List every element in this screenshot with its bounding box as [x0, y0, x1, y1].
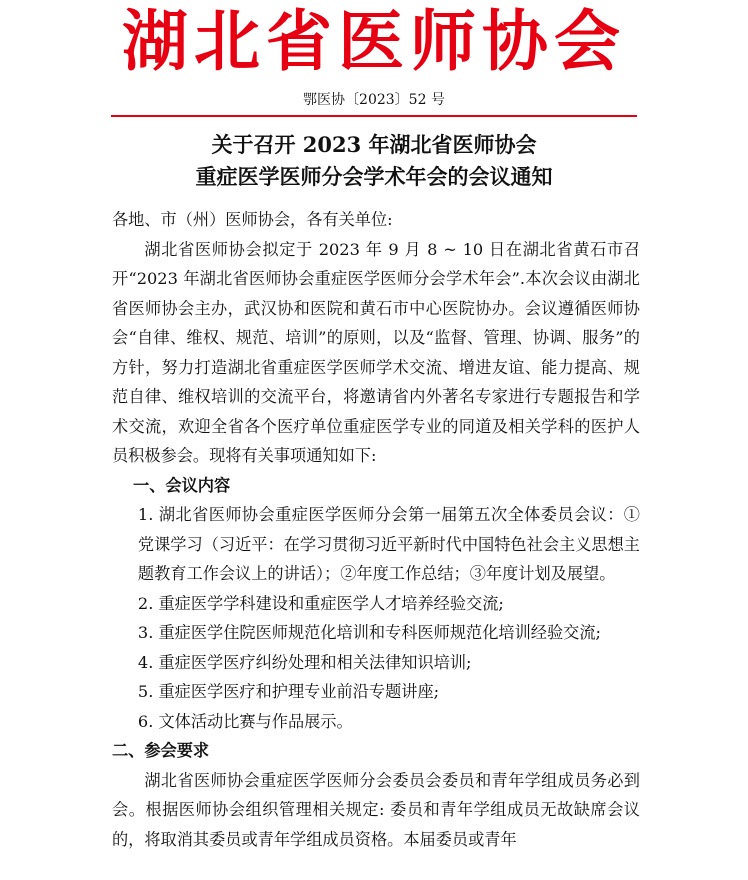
section-1-heading: 一、会议内容 [133, 475, 231, 495]
list-item: 2. 重症医学学科建设和重症医学人才培养经验交流; [137, 593, 504, 613]
red-divider-line [111, 115, 637, 117]
masthead-org-title: 湖北省医师协会 [122, 3, 626, 80]
list-item: 5. 重症医学医疗和护理专业前沿专题讲座; [137, 682, 440, 701]
section-2-paragraph: 湖北省医师协会重症医学医师分会委员会委员和青年学组成员务必到会。根据医师协会组织管理相关规定: 委员和青年学组成员无故缺席会议的，将取消其委员或青年学组成员资格。本届委员或青年 [112, 770, 640, 849]
section-2-heading: 二、参会要求 [112, 741, 210, 760]
notice-title-line-1: 关于召开 2023 年湖北省医师协会 [211, 132, 537, 157]
salutation: 各地、市（州）医师协会，各有关单位: [112, 210, 393, 229]
list-item: 4. 重症医学医疗纠纷处理和相关法律知识培训; [137, 652, 472, 672]
document-number: 鄂医协〔2023〕52 号 [303, 92, 445, 108]
intro-paragraph: 湖北省医师协会拟定于 2023 年 9 月 8 ~ 10 日在湖北省黄石市召开“2023 年湖北省医师协会重症医学医师分会学术年会”.本次会议由湖北省医师协会主办，武汉协和医院和黄石市中心医院协办。会议遵循医师协会“自律、维权、规范、培训”的原则，以及“监督、管理、协调、服务”的方针，努力打造湖北省重症医学医师学术交流、增进友谊、能力提高、规范自律、维权培训的交流平台，将邀请省内外著名专家进行专题报告和学术交流，欢迎全省各个医疗单位重症医学专业的同道及相关学科的医护人员积极参会。现将有关事项通知如下: [112, 239, 640, 465]
list-item: 1. 湖北省医师协会重症医学医师分会第一届第五次全体委员会议：①党课学习（习近平：在学习贯彻习近平新时代中国特色社会主义思想主题教育工作会议上的讲话）；②年度工作总结；③年度计划及展望。 [137, 505, 640, 583]
list-item: 3. 重症医学住院医师规范化培训和专科医师规范化培训经验交流; [137, 623, 602, 642]
list-item: 6. 文体活动比赛与作品展示。 [137, 711, 353, 731]
notice-title-line-2: 重症医学医师分会学术年会的会议通知 [195, 164, 553, 189]
notice-body [112, 205, 640, 854]
